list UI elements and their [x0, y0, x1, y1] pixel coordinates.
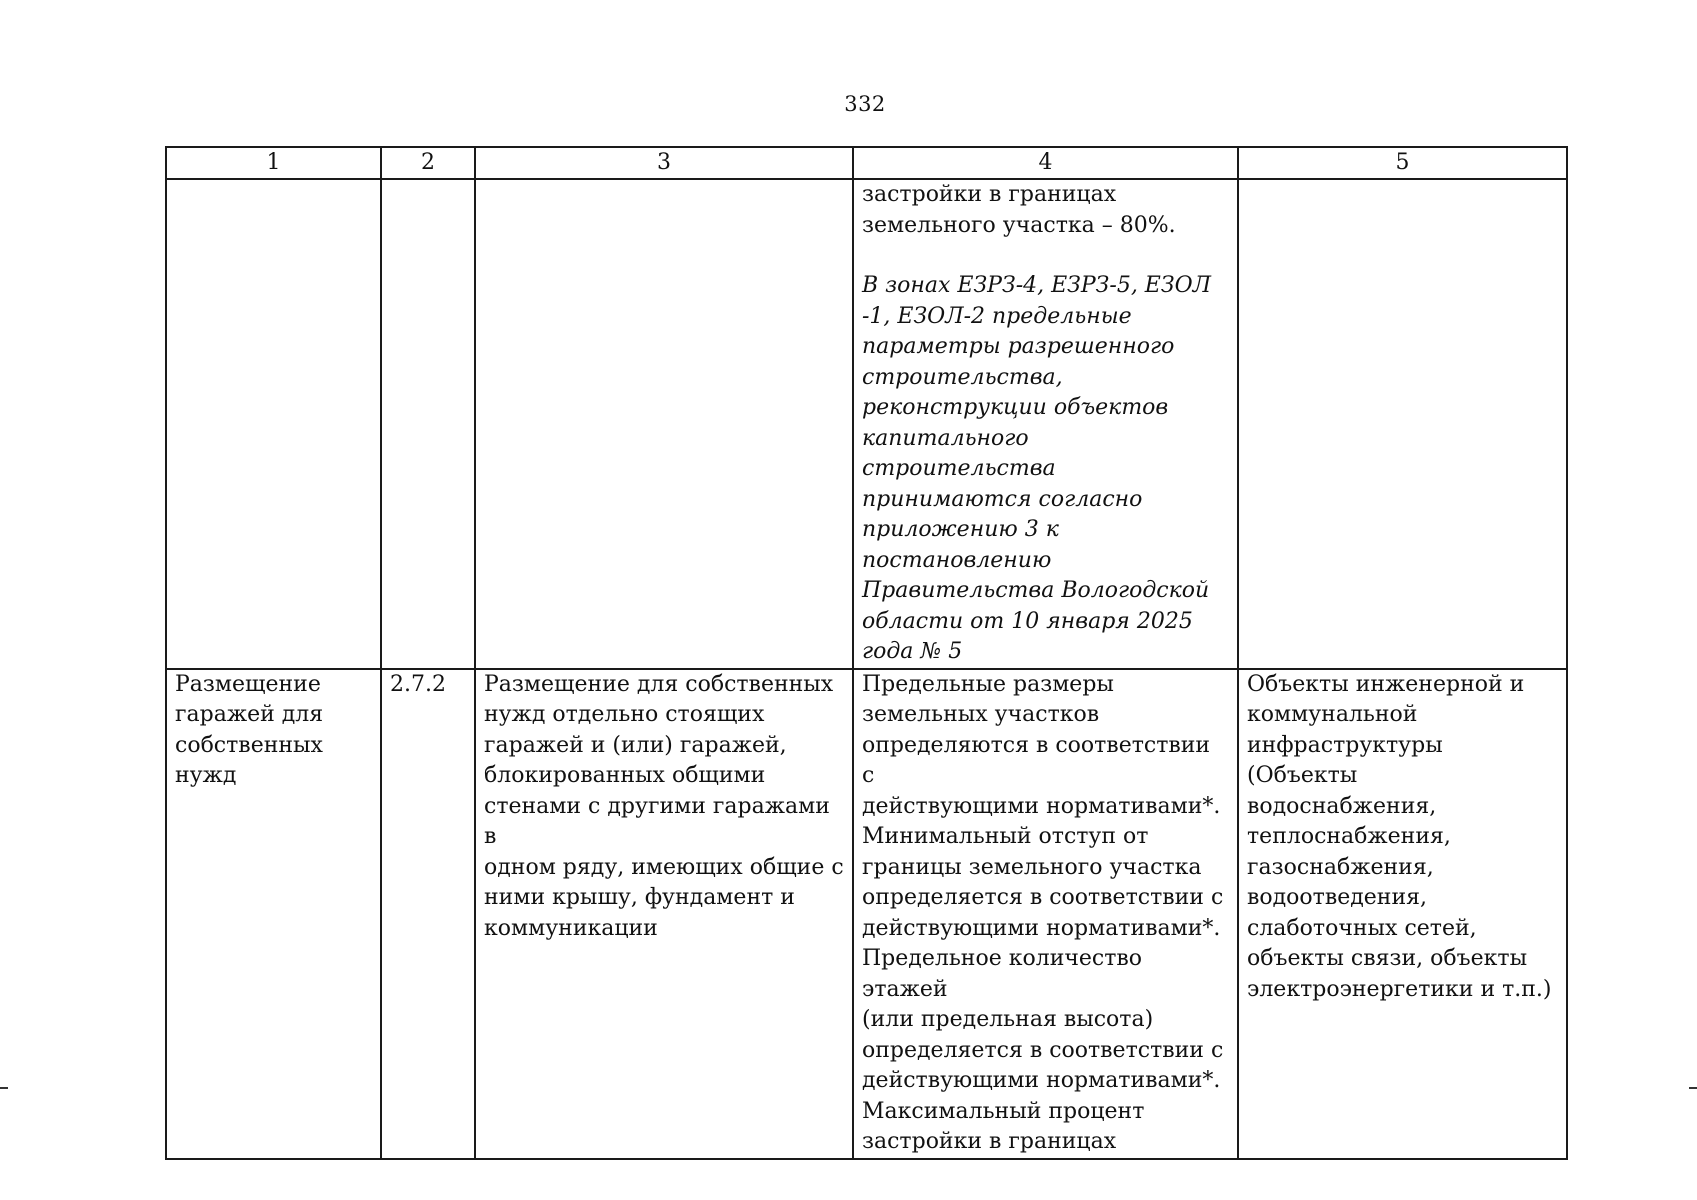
text-line: параметры разрешенного — [862, 334, 1175, 359]
scan-edge-mark-right — [1689, 1087, 1697, 1089]
related-objects-cell — [1238, 669, 1567, 1159]
cont-col4-text — [862, 180, 1229, 241]
text-line: Минимальный отступ от — [862, 824, 1149, 849]
text-line: земельного участка – 80%. — [862, 212, 1176, 238]
text-line: коммуникации — [484, 915, 658, 941]
page-number: 332 — [844, 92, 886, 116]
text-line: границы земельного участка — [862, 854, 1202, 880]
header-col-2: 2 — [381, 147, 475, 179]
text-line: Размещение для собственных — [484, 671, 834, 697]
regulations-table — [165, 146, 1568, 1160]
text-line: Правительства Вологодской — [862, 578, 1210, 603]
text-line: Объекты инженерной и — [1247, 671, 1525, 697]
text-line: газоснабжения, — [1247, 854, 1434, 880]
text-line: собственных — [175, 732, 323, 758]
text-line: определяется в соответствии с — [862, 1037, 1224, 1063]
header-col-1: 1 — [166, 147, 381, 179]
text-line: определяется в соответствии с — [862, 885, 1224, 910]
scan-edge-mark-left — [0, 1087, 8, 1089]
cont-cell-col-2 — [381, 179, 475, 669]
text-line: принимаются согласно — [862, 486, 1143, 512]
text-line: слаботочных сетей, — [1247, 915, 1477, 941]
text-line: -1, ЕЗОЛ-2 предельные — [862, 303, 1132, 329]
text-line: определяются в соответствии с — [862, 732, 1211, 788]
text-line: Предельные размеры — [862, 671, 1114, 697]
text-line: действующими нормативами*. — [862, 793, 1221, 819]
text-line: застройки в границах — [862, 1129, 1117, 1154]
cont-cell-col-5 — [1238, 179, 1567, 669]
text-line: (или предельная высота) — [862, 1007, 1154, 1032]
header-row — [166, 147, 1567, 179]
text-line: Максимальный процент — [862, 1098, 1145, 1124]
text-line: приложению 3 к — [862, 517, 1059, 542]
text-line: застройки в границах — [862, 182, 1117, 207]
text-line: земельных участков — [862, 702, 1100, 727]
header-col-5: 5 — [1238, 147, 1567, 179]
text-line: коммунальной — [1247, 702, 1418, 727]
text-line: теплоснабжения, — [1247, 824, 1451, 849]
text-line: водоотведения, — [1247, 885, 1428, 910]
text-line: объекты связи, объекты — [1247, 946, 1528, 971]
use-name-cell — [166, 669, 381, 1159]
parameters-cell — [853, 669, 1238, 1159]
text-line: ними крышу, фундамент и — [484, 885, 795, 910]
text-line: области от 10 января 2025 — [862, 608, 1193, 634]
text-line: гаражей для — [175, 702, 324, 727]
header-col-3: 3 — [475, 147, 853, 179]
text-line: капитального строительства — [862, 425, 1056, 481]
cont-cell-col-4 — [853, 179, 1238, 669]
text-line: реконструкции объектов — [862, 395, 1169, 420]
continuation-row — [166, 179, 1567, 669]
cont-cell-col-3 — [475, 179, 853, 669]
cont-col4-italic-note — [862, 271, 1229, 668]
text-line: нужд — [175, 763, 237, 788]
text-line: одном ряду, имеющих общие с — [484, 854, 844, 880]
text-line: блокированных общими — [484, 763, 766, 788]
text-line: действующими нормативами*. — [862, 1068, 1221, 1093]
text-line: электроэнергетики и т.п.) — [1247, 976, 1552, 1002]
text-line: инфраструктуры (Объекты — [1247, 732, 1443, 788]
text-line: постановлению — [862, 547, 1052, 573]
text-line: водоснабжения, — [1247, 793, 1437, 819]
text-line: действующими нормативами*. — [862, 915, 1221, 941]
table-row — [166, 669, 1567, 1159]
text-line: стенами с другими гаражами в — [484, 793, 830, 849]
text-line: Размещение — [175, 671, 321, 697]
cont-cell-col-1 — [166, 179, 381, 669]
text-line: года № 5 — [862, 639, 963, 664]
text-line: Предельное количество этажей — [862, 946, 1143, 1002]
use-code-cell: 2.7.2 — [381, 669, 475, 1159]
text-line: строительства, — [862, 364, 1063, 390]
use-description-cell — [475, 669, 853, 1159]
text-line: гаражей и (или) гаражей, — [484, 732, 787, 758]
text-line: нужд отдельно стоящих — [484, 702, 765, 727]
header-col-4: 4 — [853, 147, 1238, 179]
text-line: В зонах ЕЗРЗ-4, ЕЗРЗ-5, ЕЗОЛ — [862, 273, 1211, 298]
